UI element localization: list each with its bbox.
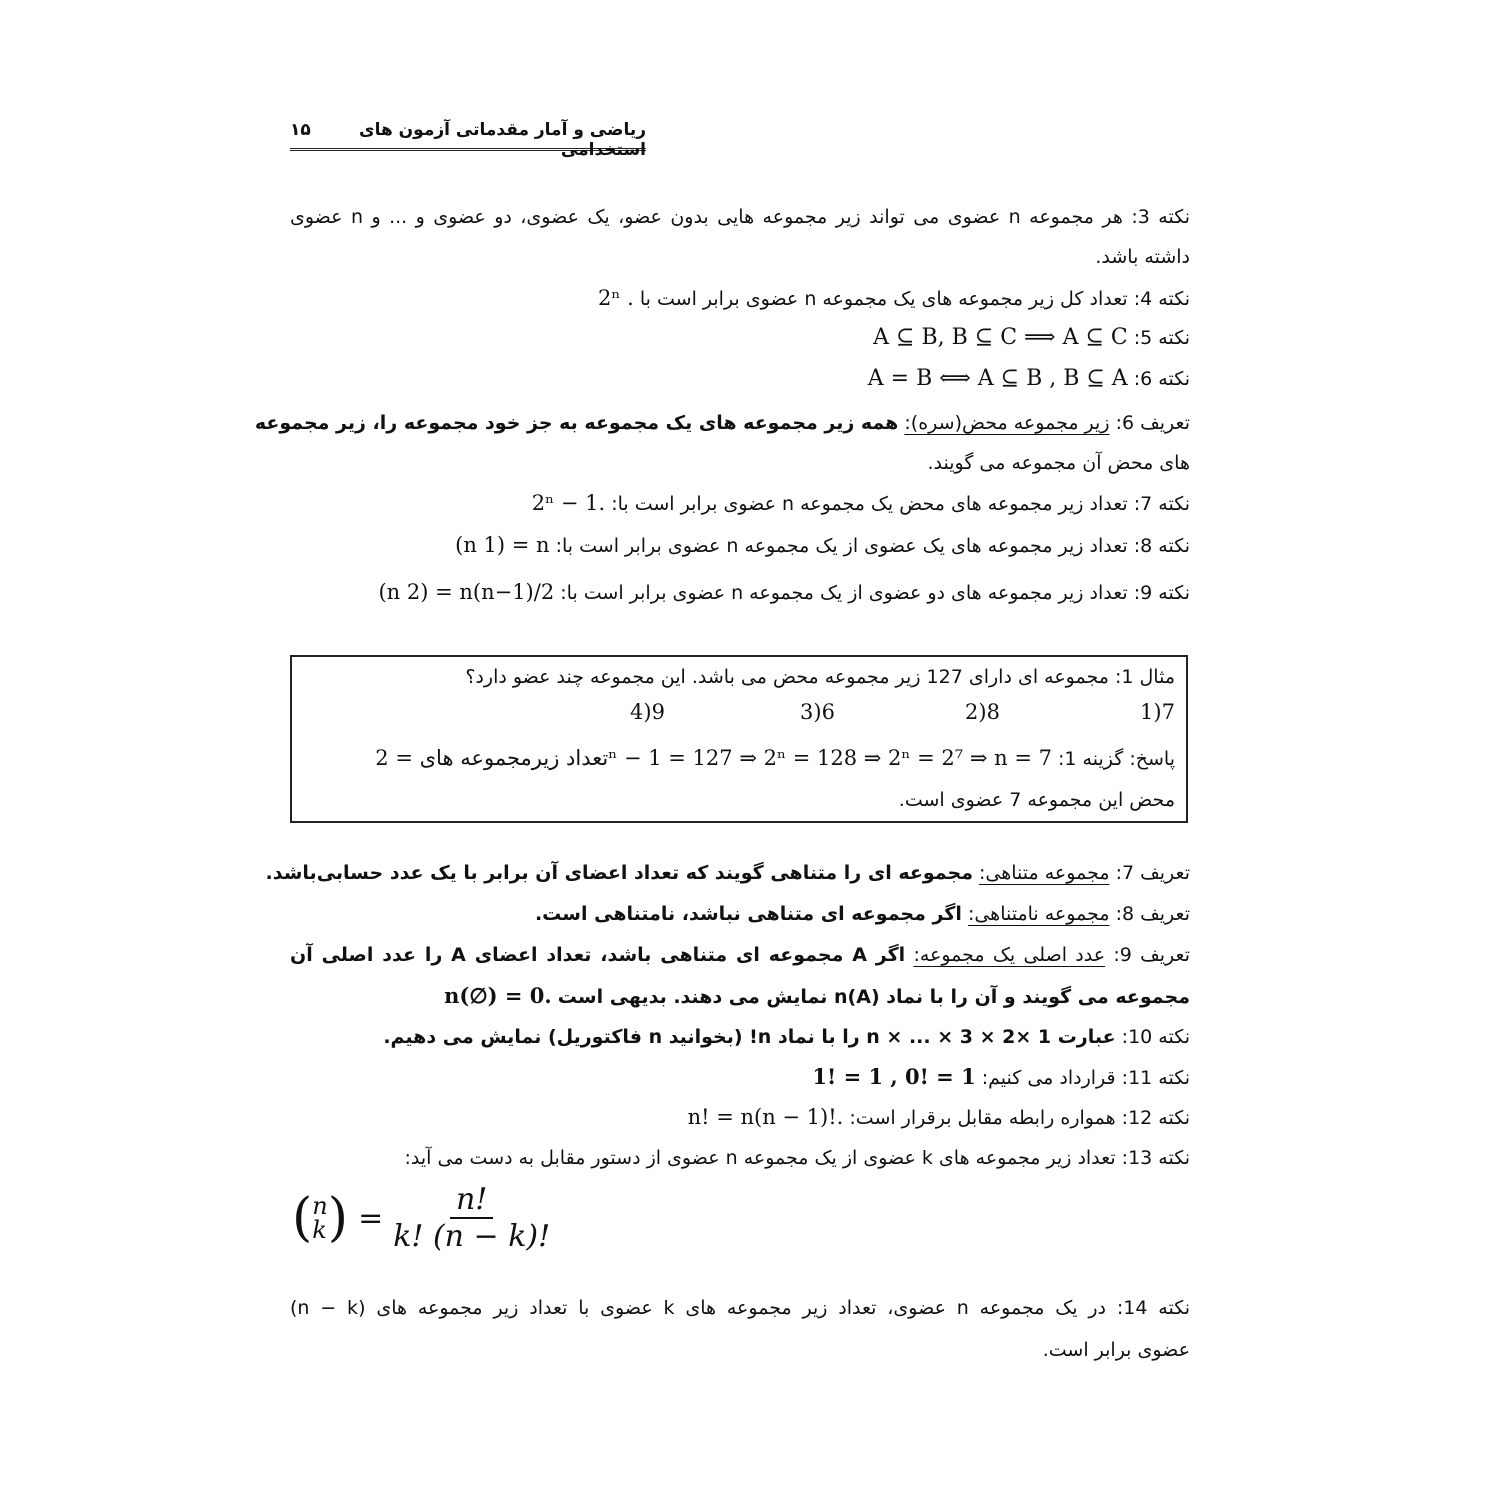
note-math: n! = n(n − 1)!.: [687, 1105, 844, 1129]
note-text: تعداد زیر مجموعه های یک عضوی از یک مجموعه n عضوی برابر است با:: [555, 535, 1128, 557]
example-question-text: مجموعه ای دارای 127 زیر مجموعه محض می باشد. این مجموعه چند عضو دارد؟: [465, 666, 1109, 688]
note-math: (n 1) = n: [455, 533, 550, 557]
note-label: نکته 11:: [1121, 1067, 1190, 1089]
note-11: [812, 1062, 1190, 1093]
note-text: تعداد زیر مجموعه های k عضوی از یک مجموعه n عضوی از دستور مقابل به دست می آید:: [404, 1147, 1116, 1169]
note-6: [868, 364, 1190, 394]
definition-text: همه زیر مجموعه های یک مجموعه به جز خود مجموعه را، زیر مجموعه: [254, 412, 899, 434]
note-math: A = B ⟺ A ⊆ B , B ⊆ A: [867, 366, 1128, 391]
header-title: ریاضی و آمار مقدماتی آزمون های استخدامی: [359, 120, 646, 160]
binom-top: n: [312, 1192, 328, 1220]
example-label: مثال 1:: [1114, 666, 1175, 688]
note-text: تعداد کل زیر مجموعه های یک مجموعه n عضوی برابر است با: [639, 288, 1128, 310]
note-label: نکته 9:: [1133, 582, 1190, 604]
note-10: [383, 1022, 1190, 1052]
definition-9-cont: [444, 981, 1190, 1012]
definition-term: مجموعه متناهی:: [979, 862, 1110, 884]
binom-bottom: k: [312, 1216, 327, 1244]
note-12: [688, 1102, 1190, 1133]
definition-term: عدد اصلی یک مجموعه:: [913, 944, 1106, 966]
note-text: در یک مجموعه n عضوی، تعداد زیر مجموعه های k عضوی با تعداد زیر مجموعه های (n − k): [290, 1297, 1107, 1319]
definition-term: مجموعه نامتناهی:: [967, 903, 1110, 925]
note-math: 2ⁿ − 1.: [531, 491, 606, 515]
definition-term: زیر مجموعه محض(سره):: [904, 412, 1110, 434]
note-label: نکته 8:: [1133, 535, 1190, 557]
answer-label: پاسخ: گزینه 1:: [1058, 748, 1175, 770]
note-3: [290, 202, 1190, 232]
note-text: همواره رابطه مقابل برقرار است:: [849, 1107, 1116, 1129]
answer-math: تعداد زیرمجموعه های = 2ⁿ − 1 = 127 ⇒ 2ⁿ = 128 ⇒ 2ⁿ = 2⁷ ⇒ n = 7: [375, 746, 1052, 770]
note-7: [532, 488, 1190, 519]
definition-9: [290, 940, 1190, 970]
definition-text: اگر مجموعه ای متناهی نباشد، نامتناهی است.: [534, 903, 962, 925]
note-14-cont: عضوی برابر است.: [1042, 1339, 1190, 1361]
fraction: [393, 1182, 550, 1254]
note-text: تعداد زیر مجموعه های دو عضوی از یک مجموعه n عضوی برابر است با:: [560, 582, 1128, 604]
note-label: نکته 3:: [1131, 206, 1190, 228]
note-label: نکته 13:: [1121, 1147, 1190, 1169]
definition-label: تعریف 8:: [1115, 903, 1190, 925]
note-text: قرارداد می کنیم:: [981, 1067, 1116, 1089]
note-label: نکته 12:: [1121, 1107, 1190, 1129]
denominator: k! (n − k)!: [393, 1219, 551, 1254]
definition-label: تعریف 6:: [1115, 412, 1190, 434]
definition-text: مجموعه ای را متناهی گویند که تعداد اعضای آن برابر با یک عدد حسابی‌باشد.: [265, 862, 973, 884]
note-label: نکته 10:: [1121, 1026, 1190, 1048]
note-label: نکته 14:: [1116, 1297, 1190, 1319]
note-label: نکته 6:: [1133, 368, 1190, 390]
option-2: 8(2: [965, 700, 1000, 724]
note-text: هر مجموعه n عضوی می تواند زیر مجموعه هایی بدون عضو، یک عضوی، دو عضوی و ... و n عضوی: [290, 206, 1123, 228]
example-answer-cont: محض این مجموعه 7 عضوی است.: [898, 789, 1175, 811]
note-math: 2ⁿ .: [598, 286, 634, 310]
note-label: نکته 7:: [1133, 493, 1190, 515]
note-8: [455, 530, 1190, 561]
definition-8: [535, 899, 1190, 929]
definition-6-cont: های محض آن مجموعه می گویند.: [927, 452, 1190, 474]
note-math: 1! = 1 , 0! = 1: [812, 1064, 976, 1089]
note-math: (n 2) = n(n−1)/2: [378, 580, 555, 604]
note-5: [873, 323, 1190, 353]
option-4: 9(4: [630, 700, 665, 724]
definition-label: تعریف 7:: [1115, 862, 1190, 884]
binomial-coefficient: ( n k ): [292, 1188, 349, 1248]
page-number: ۱۵: [290, 120, 311, 140]
definition-math: n(∅) = 0.: [444, 983, 552, 1008]
note-label: نکته 4:: [1133, 288, 1190, 310]
running-header: [290, 118, 646, 160]
example-question: [465, 662, 1175, 692]
numerator: n!: [450, 1182, 493, 1219]
note-4: [598, 283, 1190, 314]
definition-label: تعریف 9:: [1113, 944, 1190, 966]
example-answer: [375, 743, 1175, 774]
definition-6: [254, 408, 1190, 438]
option-3: 6(3: [800, 700, 835, 724]
note-3-cont: داشته باشد.: [1095, 246, 1190, 268]
binomial-formula: ( n k ) = $\frac{n!}{k! (n - k)!}$: [292, 1182, 551, 1254]
option-1: 7(1: [1140, 700, 1175, 724]
definition-text: مجموعه می گویند و آن را با نماد n(A) نمایش می دهند. بدیهی است: [557, 986, 1190, 1008]
note-14: [290, 1293, 1190, 1323]
note-label: نکته 5:: [1133, 327, 1190, 349]
note-math: A ⊆ B, B ⊆ C ⟹ A ⊆ C: [873, 325, 1128, 350]
note-text: عبارت n × ... × 3 × 2× 1 را با نماد n! (بخوانید n فاکتوریل) نمایش می دهیم.: [383, 1026, 1116, 1048]
note-text: تعداد زیر مجموعه های محض یک مجموعه n عضوی برابر است با:: [611, 493, 1128, 515]
note-13: [405, 1143, 1191, 1173]
definition-7: [265, 858, 1190, 888]
definition-text: اگر A مجموعه ای متناهی باشد، تعداد اعضای A را عدد اصلی آن: [290, 944, 906, 966]
note-9: [378, 577, 1190, 608]
